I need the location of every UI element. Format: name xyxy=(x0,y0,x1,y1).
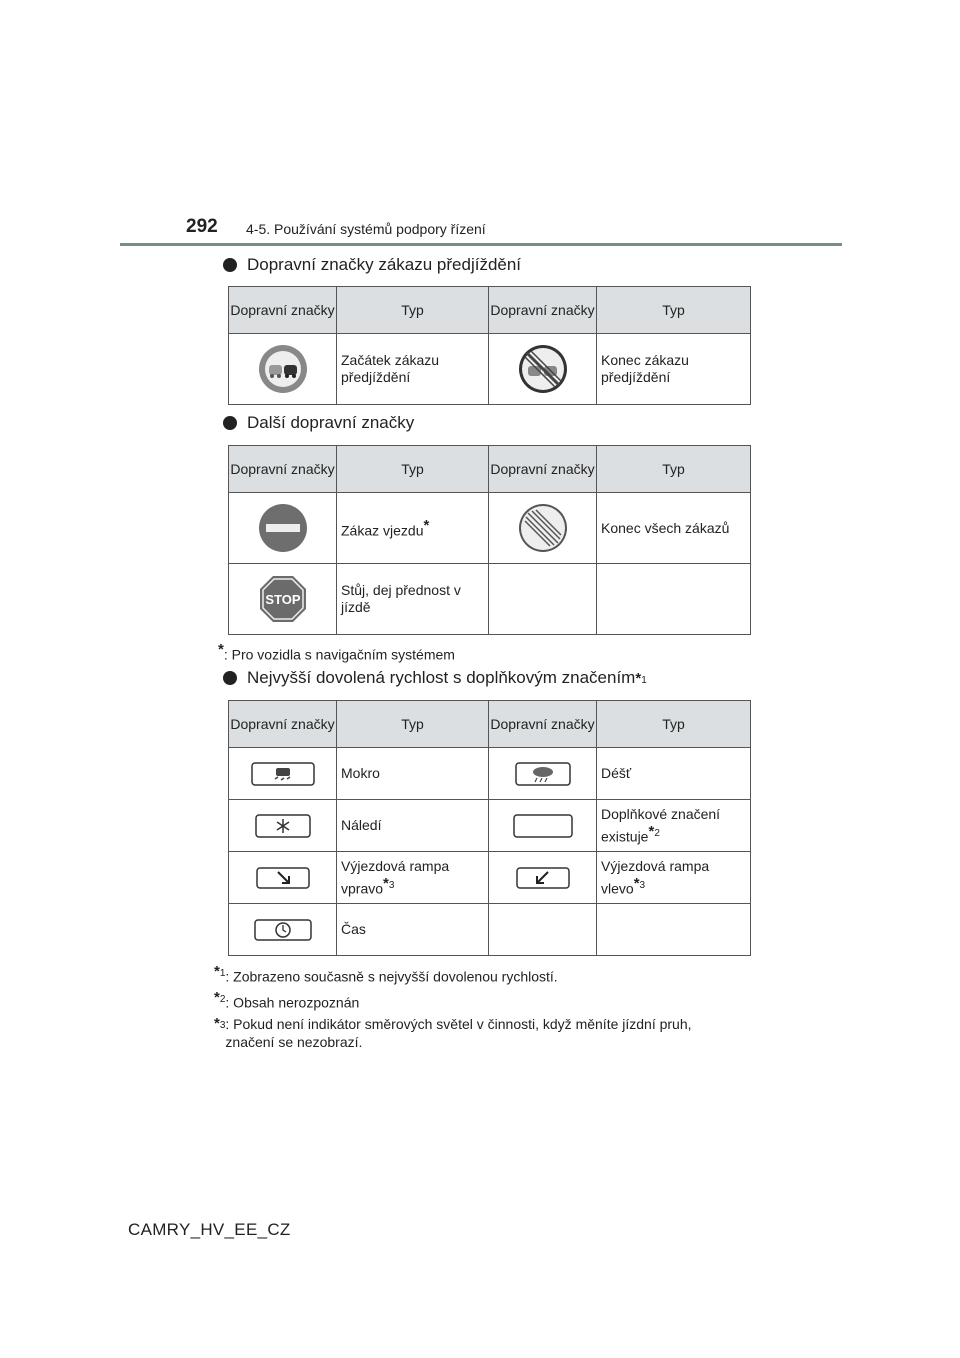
document-code: CAMRY_HV_EE_CZ xyxy=(128,1220,291,1239)
section-title: Dopravní značky zákazu předjíždění xyxy=(247,255,522,274)
table-row xyxy=(229,852,751,904)
snowflake-icon xyxy=(255,814,311,838)
footnote-star: * xyxy=(218,641,224,658)
supplementary-signs-table xyxy=(228,700,751,956)
footnote-mark: *3 xyxy=(214,1015,226,1032)
empty-cell xyxy=(489,904,597,956)
sign-cell xyxy=(229,564,337,635)
table-header-row xyxy=(229,287,751,334)
type-cell: Mokro xyxy=(337,748,489,800)
type-cell xyxy=(337,493,489,564)
header-sign: Dopravní značky xyxy=(229,446,337,493)
type-cell: Náledí xyxy=(337,800,489,852)
header-type: Typ xyxy=(337,446,489,493)
no-entry-sign-icon xyxy=(258,503,308,553)
header-sign: Dopravní značky xyxy=(489,701,597,748)
empty-cell xyxy=(597,564,751,635)
header-sign: Dopravní značky xyxy=(489,446,597,493)
type-cell xyxy=(597,800,751,852)
sign-cell xyxy=(229,493,337,564)
header-sign: Dopravní značky xyxy=(229,287,337,334)
type-cell: Začátek zákazu předjíždění xyxy=(337,334,489,405)
table-header-row xyxy=(229,701,751,748)
section-heading-no-overtaking xyxy=(223,255,521,275)
sign-cell xyxy=(489,748,597,800)
wet-road-icon xyxy=(251,762,315,786)
footnote-3 xyxy=(214,1015,754,1051)
table-row xyxy=(229,800,751,852)
navigation-footnote xyxy=(218,641,455,664)
footnote-1 xyxy=(214,963,558,986)
type-text: Výjezdová rampa vlevo xyxy=(601,857,710,897)
footnote-ref: *3 xyxy=(383,874,395,892)
table-row xyxy=(229,748,751,800)
exit-left-arrow-icon xyxy=(516,867,570,889)
section-title: Nejvyšší dovolená rychlost s doplňkovým značením xyxy=(247,668,636,687)
stop-sign-icon xyxy=(258,574,308,624)
footnote-star: * xyxy=(423,516,430,534)
table-row xyxy=(229,334,751,405)
other-signs-table xyxy=(228,445,751,635)
table-row xyxy=(229,904,751,956)
end-no-overtaking-sign-icon xyxy=(517,343,569,395)
empty-cell xyxy=(489,564,597,635)
type-cell: Čas xyxy=(337,904,489,956)
footnote-mark: *2 xyxy=(214,989,226,1006)
exit-right-arrow-icon xyxy=(256,867,310,889)
blank-panel-icon xyxy=(513,814,573,838)
rain-icon xyxy=(515,762,571,786)
page-number: 292 xyxy=(186,216,218,237)
stop-sign-label: STOP xyxy=(264,592,301,607)
header-type: Typ xyxy=(337,287,489,334)
section-heading-speed-limit xyxy=(223,668,647,688)
table-header-row xyxy=(229,446,751,493)
footnote-text: : Obsah nerozpoznán xyxy=(225,994,360,1011)
type-cell xyxy=(337,852,489,904)
footnote-2 xyxy=(214,989,359,1012)
section-title-mark: *1 xyxy=(635,669,647,687)
footnote-text: : Zobrazeno současně s nejvyšší dovolenou rychlostí. xyxy=(225,968,558,985)
type-cell: Déšť xyxy=(597,748,751,800)
type-cell: Stůj, dej přednost v jízdě xyxy=(337,564,489,635)
clock-icon xyxy=(254,919,312,941)
section-title: Další dopravní značky xyxy=(247,413,415,432)
no-overtaking-sign-icon xyxy=(257,343,309,395)
type-cell: Konec všech zákazů xyxy=(597,493,751,564)
sign-cell xyxy=(489,493,597,564)
header-type: Typ xyxy=(597,701,751,748)
bullet-icon xyxy=(223,416,237,430)
sign-cell xyxy=(229,748,337,800)
header-type: Typ xyxy=(337,701,489,748)
bullet-icon xyxy=(223,258,237,272)
empty-cell xyxy=(597,904,751,956)
header-type: Typ xyxy=(597,446,751,493)
footnote-text: : Pokud není indikátor směrových světel v činnosti, když měníte jízdní pruh, značení se nezobrazí. xyxy=(225,1016,692,1050)
table-row xyxy=(229,564,751,635)
sign-cell xyxy=(229,904,337,956)
sign-cell xyxy=(489,852,597,904)
footnote-mark: *1 xyxy=(214,963,226,980)
section-heading-other-signs xyxy=(223,413,414,433)
sign-cell xyxy=(489,334,597,405)
sign-cell xyxy=(229,800,337,852)
footnote-text: : Pro vozidla s navigačním systémem xyxy=(223,646,455,663)
end-all-restrictions-sign-icon xyxy=(518,503,568,553)
chapter-title: 4-5. Používání systémů podpory řízení xyxy=(246,221,486,237)
type-text: Doplňkové značení existuje xyxy=(601,805,721,845)
sign-cell xyxy=(489,800,597,852)
footnote-ref: *3 xyxy=(633,874,646,892)
no-overtaking-table xyxy=(228,286,751,405)
header-sign: Dopravní značky xyxy=(229,701,337,748)
header-sign: Dopravní značky xyxy=(489,287,597,334)
footnote-ref: *2 xyxy=(648,822,660,840)
header-type: Typ xyxy=(597,287,751,334)
table-row xyxy=(229,493,751,564)
type-cell: Konec zákazu předjíždění xyxy=(597,334,751,405)
type-text: Zákaz vjezdu xyxy=(341,522,424,539)
header-divider xyxy=(120,243,842,246)
type-cell xyxy=(597,852,751,904)
bullet-icon xyxy=(223,671,237,685)
sign-cell xyxy=(229,852,337,904)
sign-cell xyxy=(229,334,337,405)
type-text: Výjezdová rampa vpravo xyxy=(341,857,450,897)
